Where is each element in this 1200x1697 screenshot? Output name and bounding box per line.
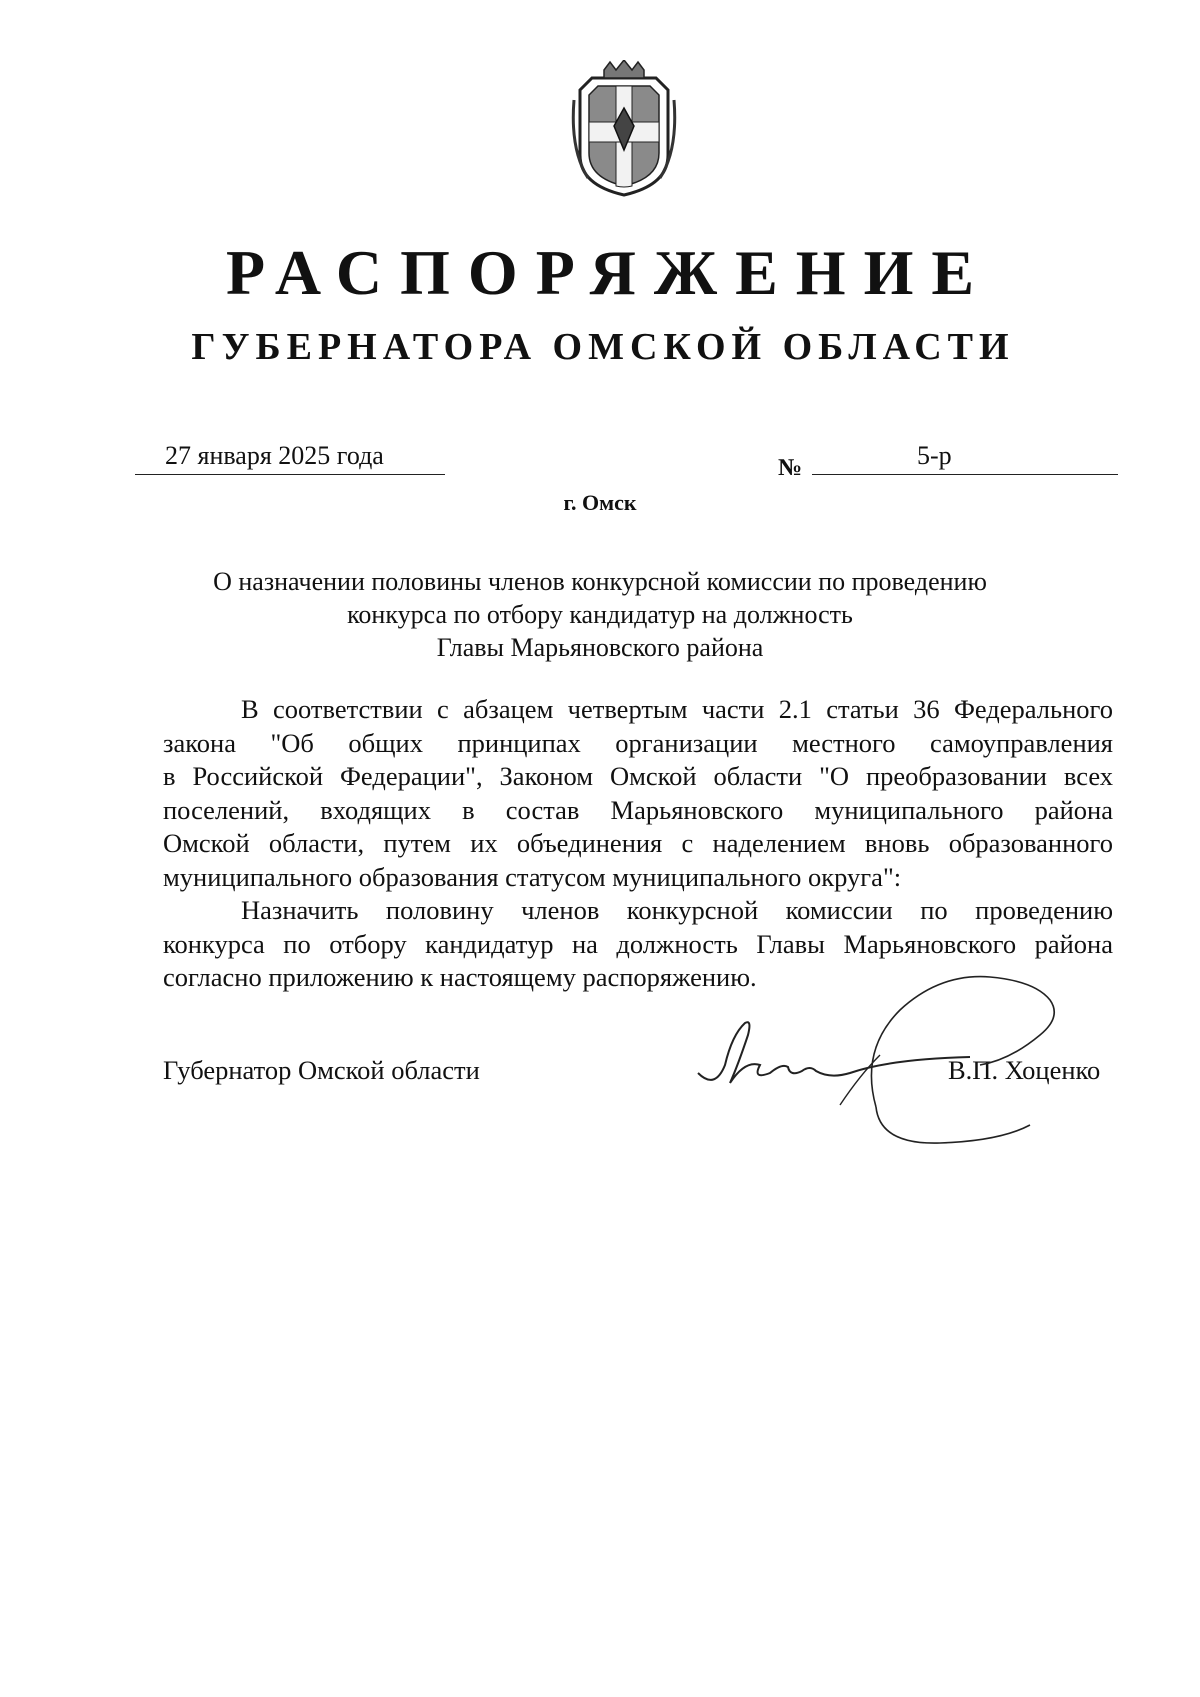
city-label: г. Омск (563, 490, 637, 515)
subject-line: О назначении половины членов конкурсной комиссии по проведению (213, 567, 987, 596)
body-line: в Российской Федерации", Законом Омской области "О преобразовании всех (163, 761, 1113, 791)
handwritten-signature (690, 955, 1110, 1155)
body-line: закона "Об общих принципах организации местного самоуправления (163, 727, 1113, 758)
subject-heading (150, 565, 1050, 664)
body-line: Омской области, путем их объединения с наделением вновь образованного (163, 828, 1113, 858)
document-date: 27 января 2025 года (165, 441, 384, 470)
body-line: конкурса по отбору кандидатур на должность Главы Марьяновского района (163, 928, 1113, 959)
body-line: муниципального образования статусом муниципального округа": (163, 861, 902, 892)
issuer-title: ГУБЕРНАТОРА ОМСКОЙ ОБЛАСТИ (191, 326, 1015, 368)
body-line: согласно приложению к настоящему распоряжению. (163, 962, 757, 992)
body-text (163, 693, 1113, 995)
body-line: Назначить половину членов конкурсной комиссии по проведению (241, 895, 1113, 925)
signer-name: В.П. Хоценко (948, 1055, 1101, 1085)
number-label: № (778, 455, 803, 481)
body-line: поселений, входящих в состав Марьяновского муниципального района (163, 794, 1113, 825)
date-field (135, 438, 445, 475)
number-field (812, 438, 1118, 475)
subject-line: конкурса по отбору кандидатур на должность (347, 600, 853, 629)
subject-line: Главы Марьяновского района (436, 633, 764, 662)
document-type-title: РАСПОРЯЖЕНИЕ (225, 237, 993, 308)
signer-position: Губернатор Омской области (163, 1055, 480, 1085)
document-number: 5-р (917, 441, 952, 470)
coat-of-arms-emblem (564, 60, 684, 200)
body-line: В соответствии с абзацем четвертым части 2.1 статьи 36 Федерального (241, 694, 1113, 724)
